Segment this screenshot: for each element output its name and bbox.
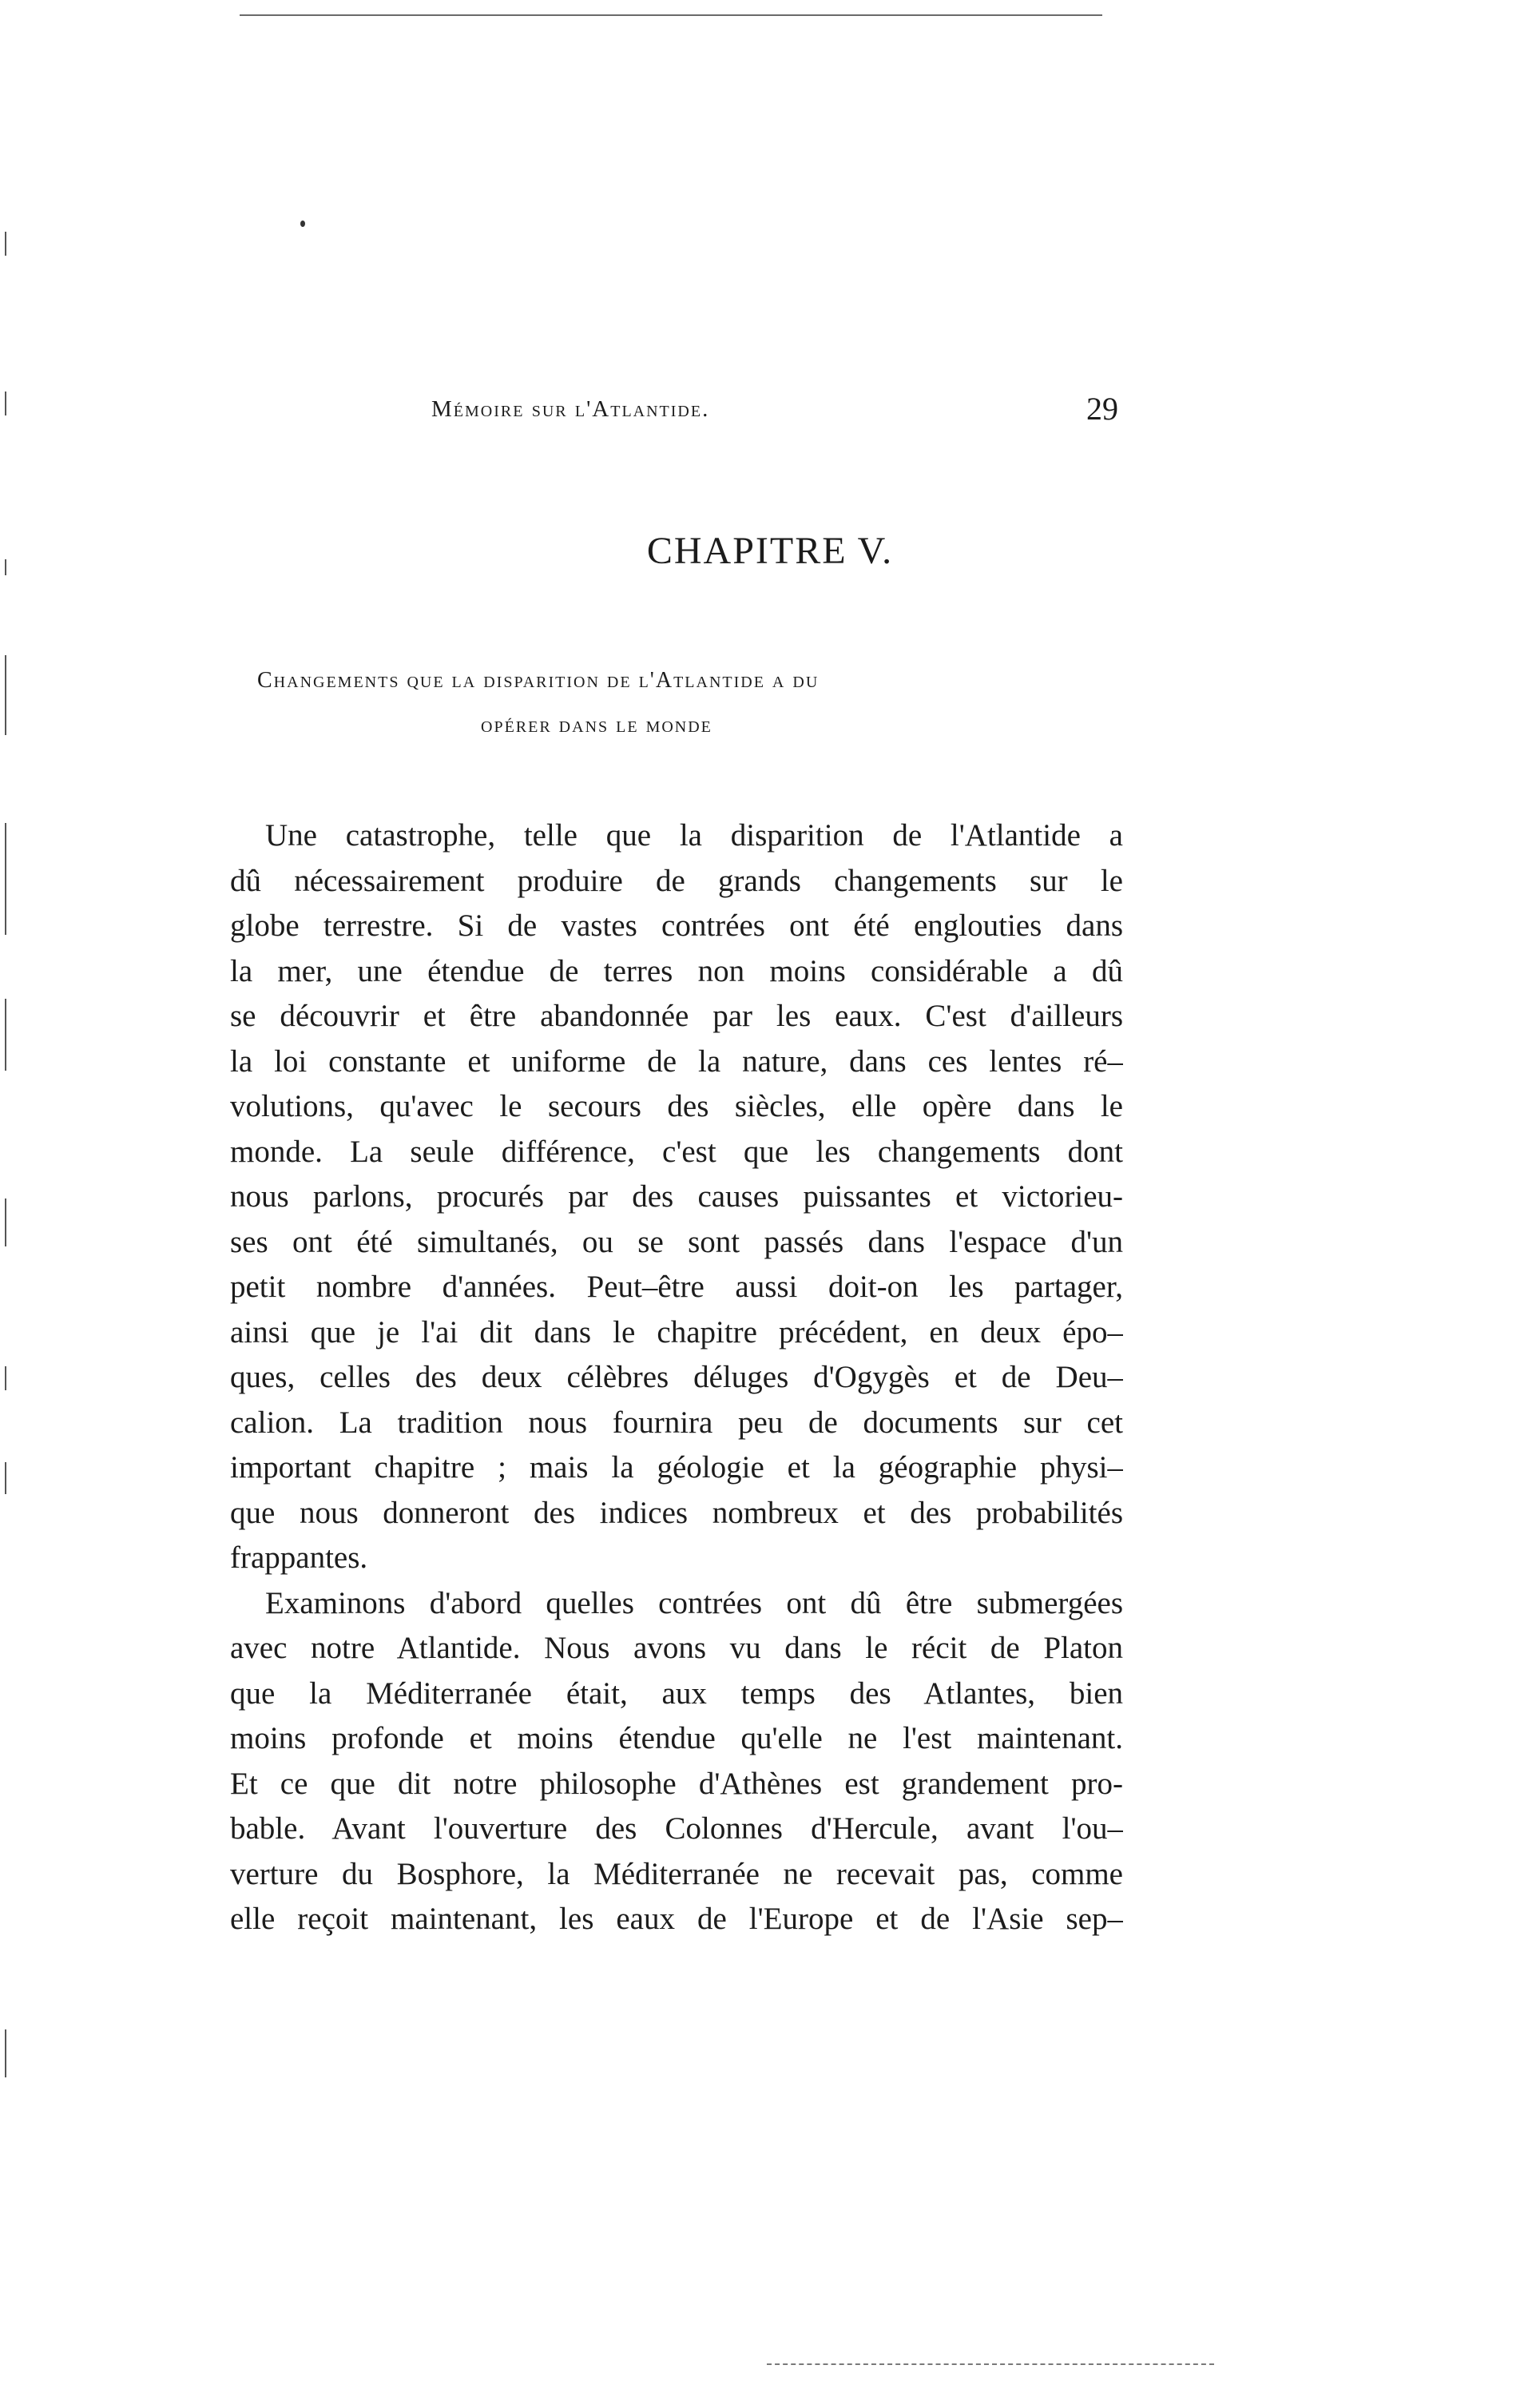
text-line: nous parlons, procurés par des causes puissantes et victorieu-: [230, 1179, 1123, 1214]
gutter-mark: [5, 232, 6, 256]
text-line: elle reçoit maintenant, les eaux de l'Europe et de l'Asie sep–: [230, 1902, 1123, 1936]
page-number: 29: [1086, 391, 1118, 427]
gutter-mark: [5, 392, 6, 415]
text-line: dû nécessairement produire de grands changements sur le: [230, 863, 1123, 898]
running-header: [431, 390, 1118, 438]
text-line: se découvrir et être abandonnée par les eaux. C'est d'ailleurs: [230, 999, 1123, 1033]
paragraph: [230, 813, 1123, 1581]
text-line: ses ont été simultanés, ou se sont passés dans l'espace d'un: [230, 1224, 1123, 1259]
text-line: ques, celles des deux célèbres déluges d'Ogygès et de Deu–: [230, 1360, 1123, 1394]
running-title: Mémoire sur l'Atlantide.: [431, 396, 710, 422]
gutter-mark: [5, 999, 6, 1071]
text-line: que la Méditerranée était, aux temps des Atlantes, bien: [230, 1675, 1123, 1711]
text-line: que nous donneront des indices nombreux et des probabilités: [230, 1495, 1123, 1530]
chapter-subtitle-line: Changements que la disparition de l'Atlantide a du: [257, 668, 820, 693]
gutter-mark: [5, 823, 6, 935]
text-line: avec notre Atlantide. Nous avons vu dans le récit de Platon: [230, 1631, 1123, 1665]
text-line: frappantes.: [230, 1540, 368, 1575]
scan-edge-bottom-rule: [767, 2363, 1214, 2365]
text-line: calion. La tradition nous fournira peu de documents sur cet: [230, 1405, 1123, 1440]
gutter-mark: [5, 1198, 6, 1246]
gutter-mark: [5, 655, 6, 735]
chapter-subtitle-line: opérer dans le monde: [481, 713, 712, 737]
gutter-mark: [5, 1462, 6, 1494]
text-line: la loi constante et uniforme de la nature, dans ces lentes ré–: [230, 1043, 1123, 1079]
text-line: globe terrestre. Si de vastes contrées ont été englouties dans: [230, 908, 1123, 943]
scan-edge-top-rule: [240, 14, 1102, 16]
text-line: Une catastrophe, telle que la disparition de l'Atlantide a: [265, 818, 1123, 853]
text-line: Et ce que dit notre philosophe d'Athènes est grandement pro-: [230, 1766, 1123, 1801]
text-line: petit nombre d'années. Peut–être aussi doit-on les partager,: [230, 1270, 1123, 1304]
chapter-title: CHAPITRE V.: [646, 530, 894, 572]
text-line: bable. Avant l'ouverture des Colonnes d'Hercule, avant l'ou–: [230, 1811, 1123, 1846]
text-line: Examinons d'abord quelles contrées ont dû être submergées: [265, 1585, 1123, 1620]
text-line: important chapitre ; mais la géologie et la géographie physi–: [230, 1450, 1123, 1485]
gutter-mark: [5, 1366, 6, 1390]
text-line: monde. La seule différence, c'est que les changements dont: [230, 1134, 1123, 1169]
paragraph: [230, 1581, 1123, 1942]
text-line: ainsi que je l'ai dit dans le chapitre précédent, en deux épo–: [230, 1314, 1123, 1350]
body-text: [230, 813, 1123, 1942]
text-line: verture du Bosphore, la Méditerranée ne recevait pas, comme: [230, 1856, 1123, 1891]
gutter-mark: [5, 2029, 6, 2077]
text-line: la mer, une étendue de terres non moins considérable a dû: [230, 953, 1123, 988]
text-line: volutions, qu'avec le secours des siècles, elle opère dans le: [230, 1089, 1123, 1123]
text-line: moins profonde et moins étendue qu'elle ne l'est maintenant.: [230, 1721, 1123, 1755]
scan-speck: [300, 221, 305, 227]
